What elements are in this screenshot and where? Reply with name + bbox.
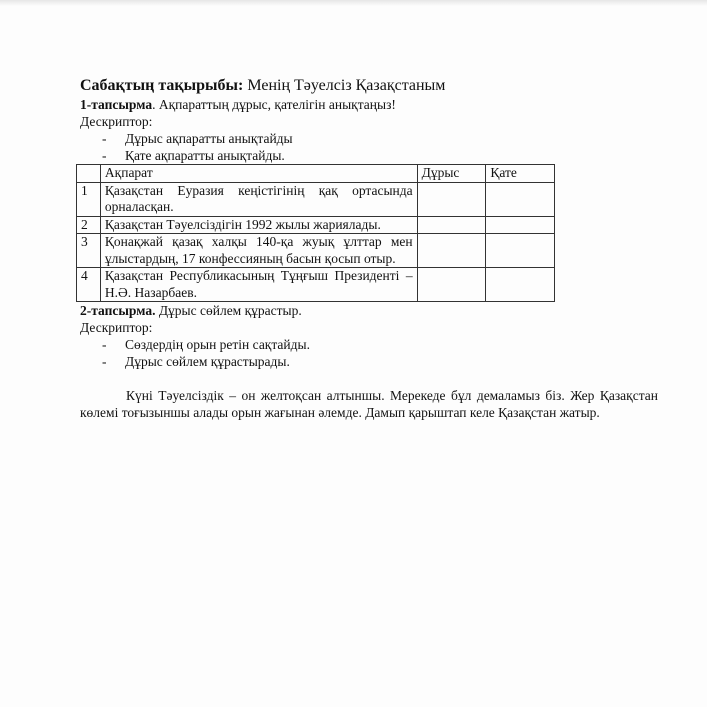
dash: - — [102, 337, 107, 352]
row-num: 2 — [77, 216, 101, 234]
false-cell[interactable] — [486, 216, 555, 234]
lesson-title-text: Менің Тәуелсіз Қазақстаным — [243, 77, 446, 94]
header-false: Қате — [486, 165, 555, 183]
table-row — [77, 182, 555, 216]
descriptor-text: Дұрыс сөйлем құрастырады. — [125, 354, 290, 369]
table-row — [77, 234, 555, 268]
task2-text: Дұрыс сөйлем құрастыр. — [155, 303, 302, 318]
task2-label: 2-тапсырма. — [80, 303, 156, 318]
info-table — [76, 164, 555, 302]
descriptor-text: Дұрыс ақпаратты анықтайды — [125, 131, 293, 146]
spacer — [80, 370, 658, 387]
true-cell[interactable] — [417, 234, 486, 268]
list-item — [102, 147, 658, 164]
descriptor-text: Қате ақпаратты анықтайды. — [125, 148, 285, 163]
row-num: 3 — [77, 234, 101, 268]
lesson-title — [80, 76, 658, 96]
task2-descriptor-list — [80, 336, 658, 370]
row-text: Қазақстан Еуразия кеңістігінің қақ ортасында орналасқан. — [100, 182, 417, 216]
task2-descriptor-label: Дескриптор: — [80, 320, 153, 335]
task1-descriptor-label: Дескриптор: — [80, 114, 153, 129]
list-item — [102, 130, 658, 147]
top-shadow — [0, 0, 707, 6]
task1-descriptor-list — [80, 130, 658, 164]
dash: - — [102, 148, 107, 163]
false-cell[interactable] — [486, 234, 555, 268]
header-info: Ақпарат — [100, 165, 417, 183]
task2-heading — [80, 302, 658, 319]
table-row — [77, 216, 555, 234]
true-cell[interactable] — [417, 182, 486, 216]
true-cell[interactable] — [417, 216, 486, 234]
dash: - — [102, 131, 107, 146]
row-text: Қазақстан Тәуелсіздігін 1992 жылы жариялады. — [100, 216, 417, 234]
descriptor-text: Сөздердің орын ретін сақтайды. — [125, 337, 310, 352]
task1-label: 1-тапсырма — [80, 97, 153, 112]
row-num: 1 — [77, 182, 101, 216]
scrambled-sentences: Күні Тәуелсіздік – он желтоқсан алтыншы. Мерекеде бұл демаламыз біз. Жер Қазақстан көлемі тоғызыншы алады орын жағынан әлемде. Дамып қарыштап келе Қазақстан жатыр. — [80, 388, 658, 420]
lesson-title-label: Сабақтың тақырыбы: — [80, 77, 244, 94]
table-row — [77, 268, 555, 302]
document-page — [80, 76, 658, 421]
task1-text: . Ақпараттың дұрыс, қателігін анықтаңыз! — [152, 97, 396, 112]
header-num — [77, 165, 101, 183]
header-true: Дұрыс — [417, 165, 486, 183]
true-cell[interactable] — [417, 268, 486, 302]
list-item — [102, 353, 658, 370]
dash: - — [102, 354, 107, 369]
row-text: Қонақжай қазақ халқы 140-қа жуық ұлттар мен ұлыстардың, 17 конфессияның басын қосып отыр. — [100, 234, 417, 268]
list-item — [102, 336, 658, 353]
row-text: Қазақстан Республикасының Тұңғыш Президенті – Н.Ә. Назарбаев. — [100, 268, 417, 302]
row-num: 4 — [77, 268, 101, 302]
task1-heading — [80, 96, 658, 113]
false-cell[interactable] — [486, 268, 555, 302]
false-cell[interactable] — [486, 182, 555, 216]
table-header-row — [77, 165, 555, 183]
